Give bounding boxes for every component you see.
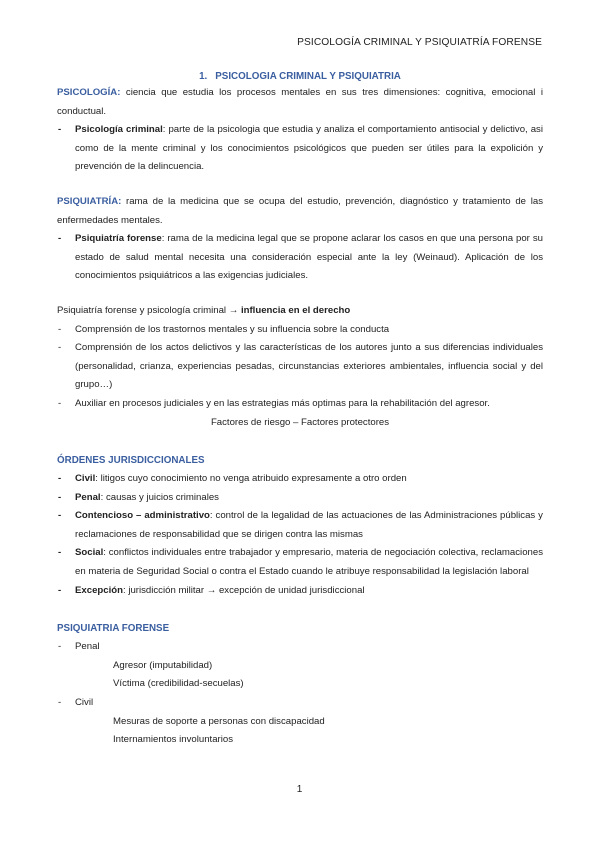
forense-list-civil [57, 694, 543, 713]
list-item [57, 489, 543, 508]
section-title [57, 70, 543, 84]
section-number: 1. [199, 71, 208, 82]
influencia-intro [57, 302, 543, 321]
item-text: : litigos cuyo conocimiento no venga atribuido expresamente a otro orden [95, 473, 407, 485]
psiquiatria-list [57, 230, 543, 286]
item-term: Psiquiatría forense [75, 233, 162, 245]
item-text: : parte de la psicologia que estudia y analiza el comportamiento antisocial y delictivo, asi como de la mente criminal y los conocimientos psicológicos que pueden ser útiles para la expolición y prevención de la delincuencia. [75, 124, 543, 173]
item-text: : rama de la medicina legal que se propone aclarar los casos en que una persona por su estado de salud mental necesita una consideración especial ante la ley (Weinaud). Aplicación de los conocimientos psiquiátricos a las exigencias judiciales. [75, 233, 543, 282]
page-number: 1 [296, 784, 303, 795]
list-item [57, 582, 543, 601]
list-item [57, 230, 543, 286]
psiquiatria-definition [57, 193, 543, 230]
arrow-right-icon: → [228, 304, 239, 316]
list-item [57, 507, 543, 544]
list-item: - Penal [57, 638, 543, 657]
item-text: : conflictos individuales entre trabajador y empresario, materia de negociación colectiva, reclamaciones en materia de Seguridad Social o contra el Estado cuando le atribuye responsabilidad la legislación laboral [75, 547, 543, 578]
item-term: Psicología criminal [75, 124, 163, 136]
psiquiatria-text: rama de la medicina que se ocupa del estudio, prevención, diagnóstico y tratamiento de las enfermedades mentales. [57, 195, 543, 226]
page-header: PSICOLOGÍA CRIMINAL Y PSIQUIATRÍA FORENSE [297, 37, 542, 48]
sub-item: Internamientos involuntarios [113, 734, 233, 746]
list-item [57, 121, 543, 177]
item-term: Contencioso – administrativo [75, 510, 210, 522]
list-item: - Civil [57, 694, 543, 713]
sub-item: Mesuras de soporte a personas con discapacidad [113, 715, 325, 727]
forense-heading: PSIQUIATRIA FORENSE [57, 623, 170, 635]
list-item: - Comprensión de los actos delictivos y las características de los autores junto a sus diferencias individuales (personalidad, crianza, experiencias pesadas, circunstancias exteriores ambientales, influencia social y del grupo…) [57, 339, 543, 395]
ordenes-list [57, 470, 543, 600]
psicologia-text: ciencia que estudia los procesos mentales en sus tres dimensiones: cognitiva, emocional i conductual. [57, 87, 543, 117]
psicologia-definition [57, 84, 543, 121]
section-title-text: PSICOLOGIA CRIMINAL Y PSIQUIATRIA [215, 71, 401, 82]
psicologia-list [57, 121, 543, 177]
list-item [57, 544, 543, 581]
sub-item: Víctima (credibilidad-secuelas) [113, 678, 244, 690]
item-text: : jurisdicción militar → excepción de unidad jurisdiccional [123, 584, 365, 596]
factores-line: Factores de riesgo – Factores protectores [210, 416, 390, 428]
forense-list [57, 638, 543, 657]
item-term: Civil [75, 473, 96, 485]
item-text: : control de la legalidad de las actuaciones de las Administraciones públicas y reclamaciones de responsabilidad que se dirigen contra las mismas [75, 510, 543, 540]
sub-item: Agresor (imputabilidad) [113, 659, 213, 671]
item-term: Social [75, 547, 104, 559]
psicologia-term: PSICOLOGÍA: [57, 87, 121, 98]
document-body [57, 70, 543, 750]
influencia-list [57, 321, 543, 414]
item-term: Penal [75, 491, 101, 503]
influencia-bold: influencia en el derecho [238, 304, 351, 316]
item-text: : causas y juicios criminales [100, 491, 219, 503]
influencia-intro-text: Psiquiatría forense y psicología criminal [57, 304, 229, 316]
ordenes-heading: ÓRDENES JURISDICCIONALES [57, 455, 205, 467]
item-term: Excepción [75, 584, 123, 596]
psiquiatria-term: PSIQUIATRÍA: [57, 195, 122, 207]
list-item: - Auxiliar en procesos judiciales y en las estrategias más optimas para la rehabilitación del agresor. [57, 395, 543, 414]
list-item [57, 470, 543, 489]
list-item: - Comprensión de los trastornos mentales y su influencia sobre la conducta [57, 321, 543, 340]
